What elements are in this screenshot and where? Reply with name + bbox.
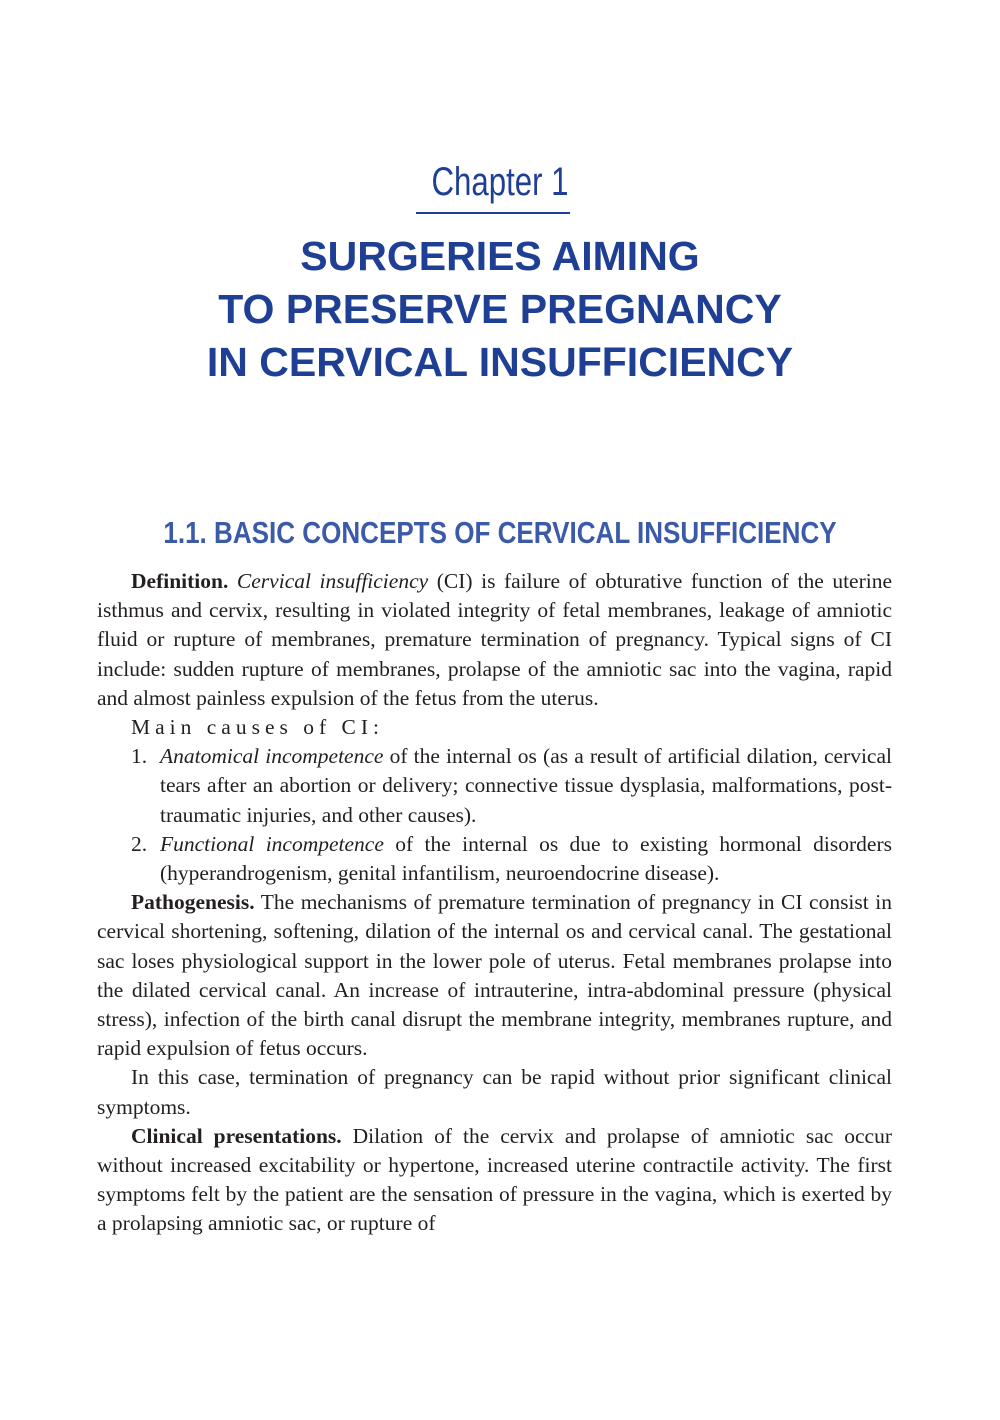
pathogenesis-lead: Pathogenesis. (131, 890, 255, 915)
chapter-title (0, 230, 1000, 389)
clinical-lead: Clinical presentations. (131, 1123, 342, 1148)
list-item-text: of the internal os due to existing hormonal disorders (hyperandrogenism, genital infantilism, neuroendocrine disease). (160, 831, 892, 886)
list-item (97, 830, 892, 888)
case-paragraph: In this case, termination of pregnancy can be rapid without prior significant clinical symptoms. (97, 1065, 892, 1119)
list-item (97, 742, 892, 830)
pathogenesis-paragraph (97, 888, 892, 1063)
chapter-label: Chapter 1 (431, 160, 569, 204)
list-item-text: of the internal os (as a result of artificial dilation, cervical tears after an abortion or delivery; connective tissue dysplasia, malformations, post-traumatic injuries, and other causes). (160, 744, 892, 827)
definition-lead: Definition. (131, 569, 229, 593)
causes-heading-text: Main causes of CI: (131, 715, 385, 740)
definition-term: Cervical insufficiency (236, 569, 429, 593)
causes-list (97, 742, 892, 888)
chapter-title-line: TO PRESERVE PREGNANCY (218, 286, 782, 332)
causes-heading (97, 713, 892, 742)
definition-paragraph (97, 567, 892, 713)
chapter-title-line: SURGERIES AIMING (300, 233, 700, 279)
clinical-paragraph (97, 1122, 892, 1239)
list-item-term: Functional incompetence (160, 831, 384, 856)
chapter-title-line: IN CERVICAL INSUFFICIENCY (206, 339, 794, 385)
chapter-underline (416, 212, 570, 214)
list-item-term: Anatomical incompetence (160, 744, 384, 769)
body-text (97, 567, 892, 1239)
pathogenesis-text: The mechanisms of premature termination of pregnancy in CI consist in cervical shortening, softening, dilation of the internal os and cervical canal. The gestational sac loses physiological support in the lower pole of uterus. Fetal membranes prolapse into the dilated cervical canal. An increase of intrauterine, intra-abdominal pressure (physical stress), infection of the birth canal disrupt the membrane integrity, membranes rupture, and rapid expulsion of fetus occurs. (97, 890, 892, 1061)
list-item-number: 1. (131, 744, 148, 769)
section-heading: 1.1. BASIC CONCEPTS OF CERVICAL INSUFFICIENCY (163, 515, 837, 550)
list-item-number: 2. (131, 831, 148, 856)
clinical-text: Dilation of the cervix and prolapse of amniotic sac occur without increased excitability or hypertone, increased uterine contractile activity. The first symptoms felt by the patient are the sensation of pressure in the vagina, which is exerted by a prolapsing amniotic sac, or rupture of (97, 1123, 893, 1236)
definition-text: (CI) is failure of obturative function of the uterine isthmus and cervix, resulting in violated integrity of fetal membranes, leakage of amniotic fluid or rupture of membranes, premature termination of pregnancy. Typical signs of CI include: sudden rupture of membranes, prolapse of the amniotic sac into the vagina, rapid and almost painless expulsion of the fetus from the uterus. (97, 569, 893, 710)
